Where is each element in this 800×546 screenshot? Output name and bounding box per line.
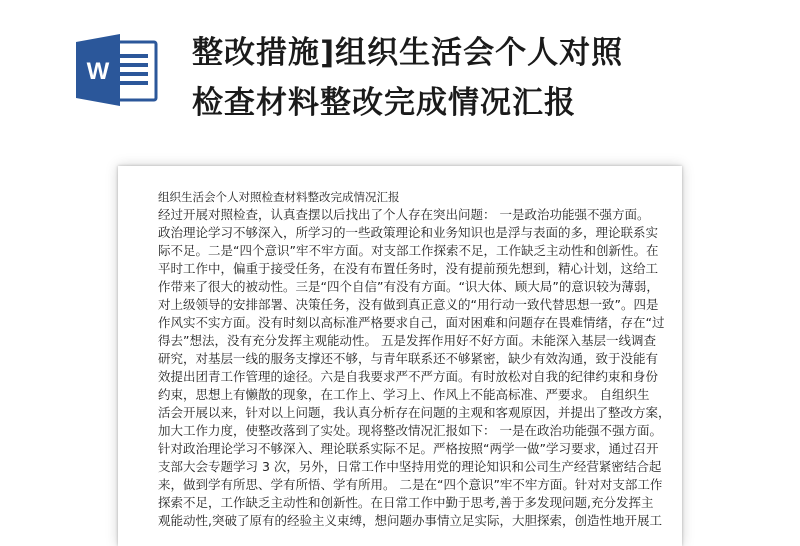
document-line: 观能动性,突破了原有的经验主义束缚，想问题办事情立足实际，大胆探索，创造性地开展工: [158, 513, 662, 528]
svg-text:W: W: [86, 58, 110, 85]
title-line-2: 检查材料整改完成情况汇报: [192, 85, 576, 121]
document-line: 探索不足，工作缺乏主动性和创新性。在日常工作中勤于思考,善于多发现问题,充分发挥主: [158, 495, 654, 510]
document-line: 作风实不实方面。没有时刻以高标准严格要求自己，面对困难和问题存在畏难情绪，存在“过: [158, 315, 665, 330]
page-title: [192, 28, 782, 128]
title-line-1: 整改措施]组织生活会个人对照: [192, 35, 624, 71]
word-document-icon: [76, 34, 162, 106]
document-line: 研究，对基层一线的服务支撑还不够，与青年联系还不够紧密，缺少有效沟通，致于没能有: [158, 351, 659, 366]
document-line: 得去”想法，没有充分发挥主观能动性。 五是发挥作用好不好方面。未能深入基层一线调查: [158, 333, 656, 348]
document-line: 支部大会专题学习 3 次，另外，日常工作中坚持用党的理论知识和公司生产经营紧密结合起: [158, 459, 662, 474]
document-preview: [118, 166, 682, 546]
document-line: 对上级领导的安排部署、决策任务，没有做到真正意义的“用行动一致代替思想一致”。四是: [158, 297, 659, 312]
document-line: 效提出团青工作管理的途径。六是自我要求严不严方面。有时放松对自我的纪律约束和身份: [158, 369, 659, 384]
document-heading: 组织生活会个人对照检查材料整改完成情况汇报: [158, 190, 400, 204]
document-line: 约束，思想上有懒散的现象，在工作上、学习上、作风上不能高标准、严要求。 自组织生: [158, 387, 650, 402]
document-line: 活会开展以来，针对以上问题，我认真分析存在问题的主观和客观原因，并提出了整改方案，: [158, 405, 671, 420]
document-line: 来，做到学有所思、学有所悟、学有所用。 二是在“四个意识”牢不牢方面。针对对支部工作: [158, 477, 663, 492]
document-line: 平时工作中，偏重于接受任务，在没有布置任务时，没有提前预先想到，精心计划，这给工: [158, 261, 659, 276]
document-line: 政治理论学习不够深入，所学习的一些政策理论和业务知识也是浮与表面的多，理论联系实: [158, 225, 659, 240]
document-line: 作带来了很大的被动性。三是“四个自信”有没有方面。“识大体、顾大局”的意识较为薄弱，: [158, 279, 659, 294]
document-line: 经过开展对照检查，认真查摆以后找出了个人存在突出问题： 一是政治功能强不强方面。: [158, 207, 650, 222]
document-line: 针对政治理论学习不够深入、理论联系实际不足。严格按照“两学一做”学习要求，通过召开: [158, 441, 659, 456]
document-line: 际不足。二是“四个意识”牢不牢方面。对支部工作探索不足，工作缺乏主动性和创新性。在: [158, 243, 659, 258]
document-line: 加大工作力度，使整改落到了实处。现将整改情况汇报如下： 一是在政治功能强不强方面。: [158, 423, 662, 438]
document-body: [158, 188, 674, 530]
